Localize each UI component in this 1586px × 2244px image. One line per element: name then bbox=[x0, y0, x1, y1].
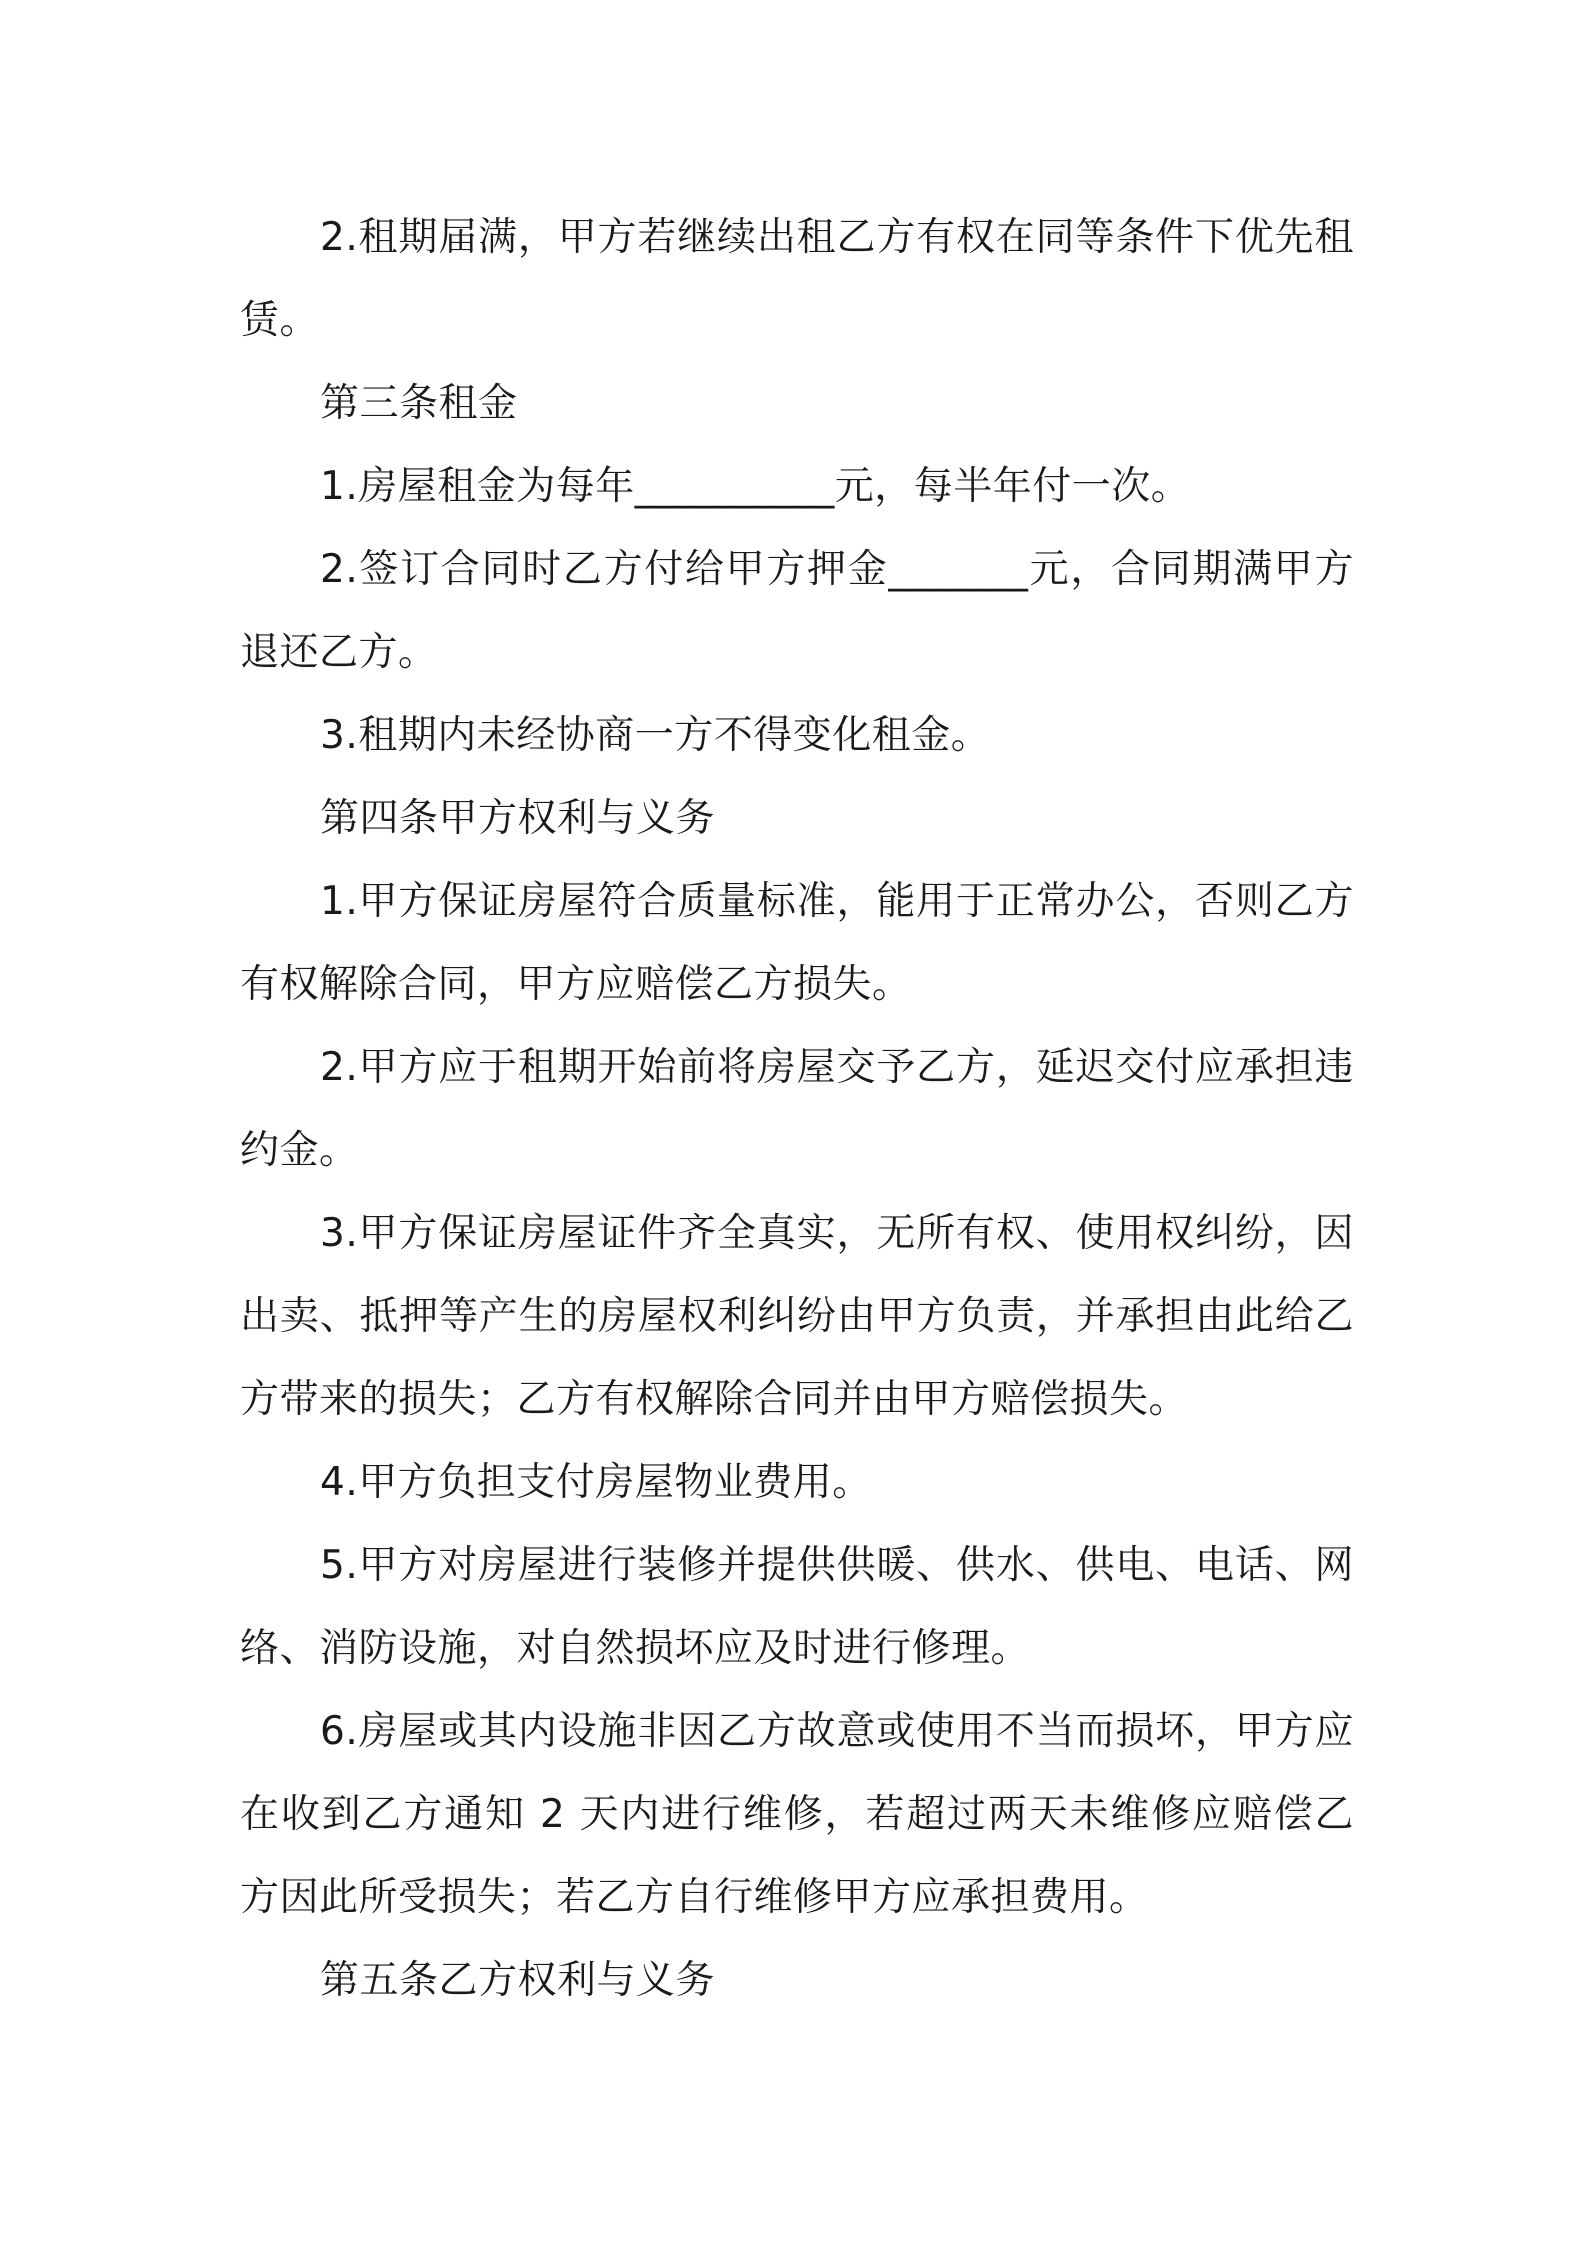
article-5-heading: 第五条乙方权利与义务 bbox=[320, 1958, 716, 2003]
party-a-facilities-clause: 5.甲方对房屋进行装修并提供供暖、供水、供电、电话、网络、消防设施，对自然损坏应及时进行修理。 bbox=[240, 1543, 1354, 1671]
document-body bbox=[240, 196, 1354, 2022]
clause-2-renewal-priority: 2.租期届满，甲方若继续出租乙方有权在同等条件下优先租赁。 bbox=[240, 215, 1354, 343]
rent-amount-clause: 1.房屋租金为每年__________元，每半年付一次。 bbox=[320, 464, 1191, 509]
party-a-repair-clause: 6.房屋或其内设施非因乙方故意或使用不当而损坏，甲方应在收到乙方通知 2 天内进行维修，若超过两天未维修应赔偿乙方因此所受损失；若乙方自行维修甲方应承担费用。 bbox=[240, 1709, 1354, 1920]
article-3-heading: 第三条租金 bbox=[320, 381, 518, 426]
party-a-delivery-clause: 2.甲方应于租期开始前将房屋交予乙方，延迟交付应承担违约金。 bbox=[240, 1045, 1354, 1173]
article-4-heading: 第四条甲方权利与义务 bbox=[320, 796, 716, 841]
deposit-clause: 2.签订合同时乙方付给甲方押金_______元，合同期满甲方退还乙方。 bbox=[240, 547, 1354, 675]
rent-change-clause: 3.租期内未经协商一方不得变化租金。 bbox=[320, 713, 991, 758]
party-a-documents-clause: 3.甲方保证房屋证件齐全真实，无所有权、使用权纠纷，因出卖、抵押等产生的房屋权利纠纷由甲方负责，并承担由此给乙方带来的损失；乙方有权解除合同并由甲方赔偿损失。 bbox=[240, 1211, 1354, 1422]
party-a-property-fee-clause: 4.甲方负担支付房屋物业费用。 bbox=[320, 1460, 872, 1505]
party-a-quality-clause: 1.甲方保证房屋符合质量标准，能用于正常办公，否则乙方有权解除合同，甲方应赔偿乙方损失。 bbox=[240, 879, 1354, 1007]
